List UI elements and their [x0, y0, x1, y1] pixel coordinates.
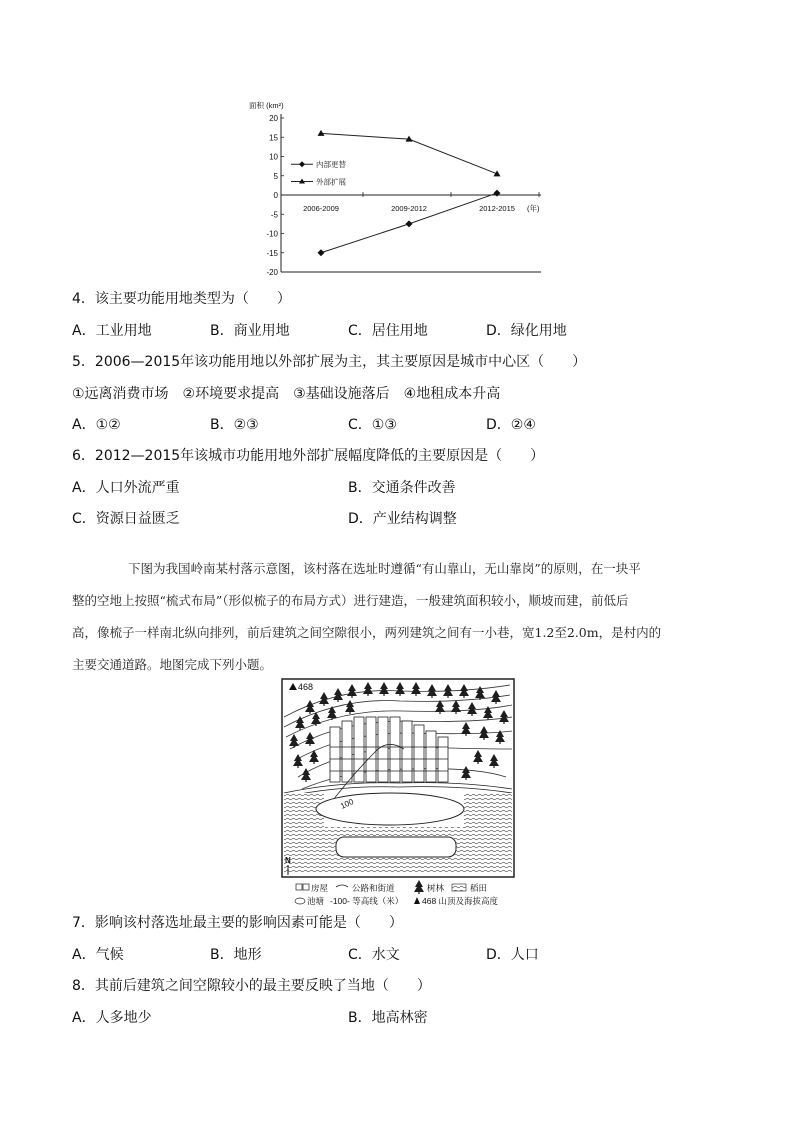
x-tick-label: 2009-2012 — [391, 204, 427, 213]
land-use-line-chart — [245, 98, 565, 278]
peak-elevation-label: 468 — [298, 682, 314, 692]
legend-diamond-icon — [299, 161, 305, 167]
y-tick-label: 15 — [269, 133, 278, 143]
q7-option-d[interactable]: D．人口 — [486, 947, 539, 963]
north-label: N — [285, 856, 291, 865]
q6-option-b[interactable]: B．交通条件改善 — [348, 480, 456, 496]
q4-option-b[interactable]: B．商业用地 — [210, 323, 290, 339]
q7-option-a[interactable]: A．气候 — [72, 947, 124, 963]
y-tick-label: 0 — [273, 191, 278, 200]
passage-text — [72, 553, 712, 681]
question-5-items: ①远离消费市场 ②环境要求提高 ③基础设施落后 ④地租成本升高 — [72, 386, 501, 402]
passage-line-3: 高，像梳子一样南北纵向排列，前后建筑之间空隙很小，两列建筑之间有一小巷，宽1.2至2.0m，是村内的 — [72, 625, 662, 640]
y-tick-label: -5 — [270, 210, 278, 220]
passage-line-1: 下图为我国岭南某村落示意图，该村落在选址时遵循“有山靠山，无山靠岗”的原则，在一块平 — [128, 561, 641, 576]
legend-houses: 房屋 — [311, 883, 329, 893]
pond-north — [316, 793, 464, 825]
q8-option-b[interactable]: B．地高林密 — [348, 1010, 428, 1026]
y-tick-label: 20 — [269, 114, 278, 123]
y-tick-label: -15 — [266, 248, 278, 258]
passage-line-2: 整的空地上按照“梳式布局”（形似梳子的布局方式）进行建造，一般建筑面积较小，顺坡而建，前低后 — [72, 593, 629, 608]
legend-triangle-icon — [299, 179, 305, 184]
q7-option-b[interactable]: B．地形 — [210, 947, 262, 963]
paddy-field-east — [464, 793, 512, 873]
y-tick-label: -10 — [266, 229, 278, 239]
legend-label: 外部扩展 — [316, 177, 346, 187]
q5-option-d[interactable]: D．②④ — [486, 417, 536, 433]
q4-option-c[interactable]: C．居住用地 — [348, 323, 428, 339]
q5-option-a[interactable]: A．①② — [72, 417, 121, 433]
legend-contour: -100- 等高线（米） — [330, 896, 404, 906]
diamond-point — [406, 220, 413, 227]
passage-line-4: 主要交通道路。地图完成下列小题。 — [72, 657, 273, 672]
x-tick-label: 2012-2015 — [479, 204, 515, 213]
y-tick-label: 5 — [273, 171, 278, 181]
legend-forest: 树林 — [427, 883, 445, 893]
question-5-stem: 5．2006—2015年该功能用地以外部扩展为主，其主要原因是城市中心区（ ） — [72, 354, 587, 370]
q8-option-a[interactable]: A．人多地少 — [72, 1010, 152, 1026]
triangle-point — [318, 130, 325, 136]
question-8-stem: 8．其前后建筑之间空隙较小的最主要反映了当地（ ） — [72, 978, 431, 994]
y-tick-label: 10 — [269, 152, 278, 162]
pond-south — [336, 837, 456, 857]
village-map — [280, 677, 516, 907]
paddy-legend-icon — [452, 884, 466, 891]
q6-option-d[interactable]: D．产业结构调整 — [348, 511, 457, 527]
q5-option-c[interactable]: C．①③ — [348, 417, 397, 433]
q7-option-c[interactable]: C．水文 — [348, 947, 400, 963]
q6-option-a[interactable]: A．人口外流严重 — [72, 480, 180, 496]
question-7-stem: 7．影响该村落选址最主要的影响因素可能是（ ） — [72, 915, 403, 931]
question-6-stem: 6．2012—2015年该城市功能用地外部扩展幅度降低的主要原因是（ ） — [72, 448, 545, 464]
q4-option-d[interactable]: D．绿化用地 — [486, 323, 567, 339]
peak-legend-icon — [414, 897, 420, 904]
diamond-point — [318, 249, 325, 256]
q6-option-c[interactable]: C．资源日益匮乏 — [72, 511, 180, 527]
legend-pond: 池塘 — [307, 896, 325, 906]
road-legend-icon — [336, 885, 348, 887]
house-legend-icon — [296, 884, 302, 890]
x-tick-label: 2006-2009 — [303, 204, 339, 213]
legend-roads: 公路和街道 — [352, 883, 395, 893]
legend-paddy: 稻田 — [470, 883, 488, 893]
tree-legend-icon — [414, 880, 424, 894]
map-legend — [295, 880, 499, 906]
q4-option-a[interactable]: A．工业用地 — [72, 323, 152, 339]
pond-legend-icon — [295, 898, 305, 904]
legend-peak: 468 山顶及海拔高度 — [422, 896, 499, 906]
diamond-point — [494, 190, 501, 197]
y-tick-label: -20 — [266, 268, 278, 277]
legend-label: 内部更替 — [316, 160, 346, 170]
contour-label: 100 — [339, 797, 355, 811]
q5-option-b[interactable]: B．②③ — [210, 417, 259, 433]
question-4-stem: 4．该主要功能用地类型为（ ） — [72, 291, 291, 307]
y-axis-label: 面积 (km²) — [249, 101, 284, 110]
x-axis-unit-label: (年) — [527, 204, 540, 213]
